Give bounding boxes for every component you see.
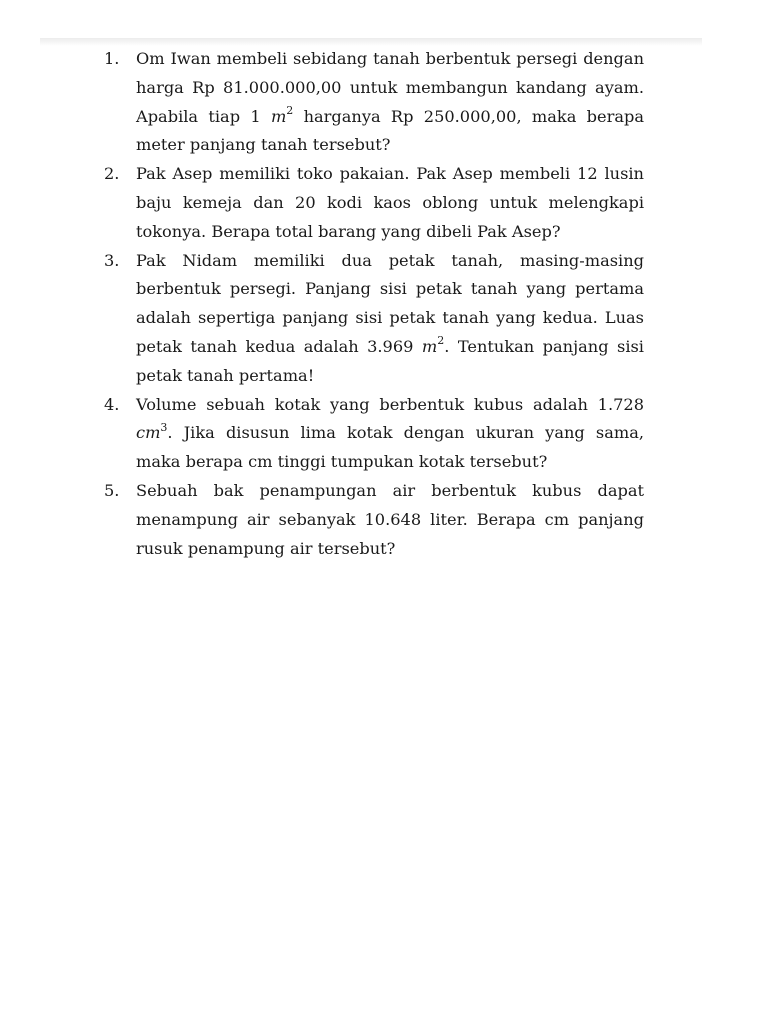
question-item [100, 160, 644, 246]
math-exponent: 2 [437, 334, 445, 348]
question-text-part: Sebuah bak penampungan air berbentuk kubus dapat menampung air sebanyak 10.648 liter. Berapa cm panjang rusuk penampung air tersebut? [136, 480, 644, 558]
question-text [136, 391, 644, 477]
question-text [136, 477, 644, 563]
question-item [100, 247, 644, 391]
math-unit: m [270, 106, 287, 126]
math-exponent: 2 [286, 104, 294, 118]
question-item [100, 45, 644, 160]
question-number: 3. [104, 250, 120, 270]
question-text [136, 45, 644, 160]
question-text [136, 160, 644, 246]
question-text-part: . Jika disusun lima kotak dengan ukuran yang sama, maka berapa cm tinggi tumpukan kotak tersebut? [136, 423, 644, 472]
question-text-part: Pak Nidam memiliki dua petak tanah, masing-masing berbentuk persegi. Panjang sisi petak tanah yang pertama adalah sepertiga panjang sisi petak tanah yang kedua. Luas petak tanah kedua adalah 3.969 [136, 250, 644, 356]
question-text-part: Volume sebuah kotak yang berbentuk kubus adalah 1.728 [136, 394, 644, 414]
question-item [100, 477, 644, 563]
question-item [100, 391, 644, 477]
question-text [136, 247, 644, 391]
question-number: 1. [104, 49, 120, 68]
math-unit: m [421, 336, 438, 356]
math-unit: cm [136, 423, 161, 443]
question-number: 2. [104, 164, 120, 184]
math-exponent: 3 [160, 420, 168, 434]
question-number: 5. [104, 480, 120, 500]
question-text-part: Om Iwan membeli sebidang tanah berbentuk persegi dengan harga Rp 81.000.000,00 untuk membangun kandang ayam. Apabila tiap 1 [136, 49, 644, 126]
question-text-part: harganya Rp 250.000,00, maka berapa meter panjang tanah tersebut? [136, 106, 644, 155]
question-number: 4. [104, 394, 120, 414]
question-text-part: . Tentukan panjang sisi petak tanah pertama! [136, 336, 644, 385]
question-list [100, 45, 644, 563]
question-text-part: Pak Asep memiliki toko pakaian. Pak Asep membeli 12 lusin baju kemeja dan 20 kodi kaos oblong untuk melengkapi tokonya. Berapa total barang yang dibeli Pak Asep? [136, 164, 644, 241]
